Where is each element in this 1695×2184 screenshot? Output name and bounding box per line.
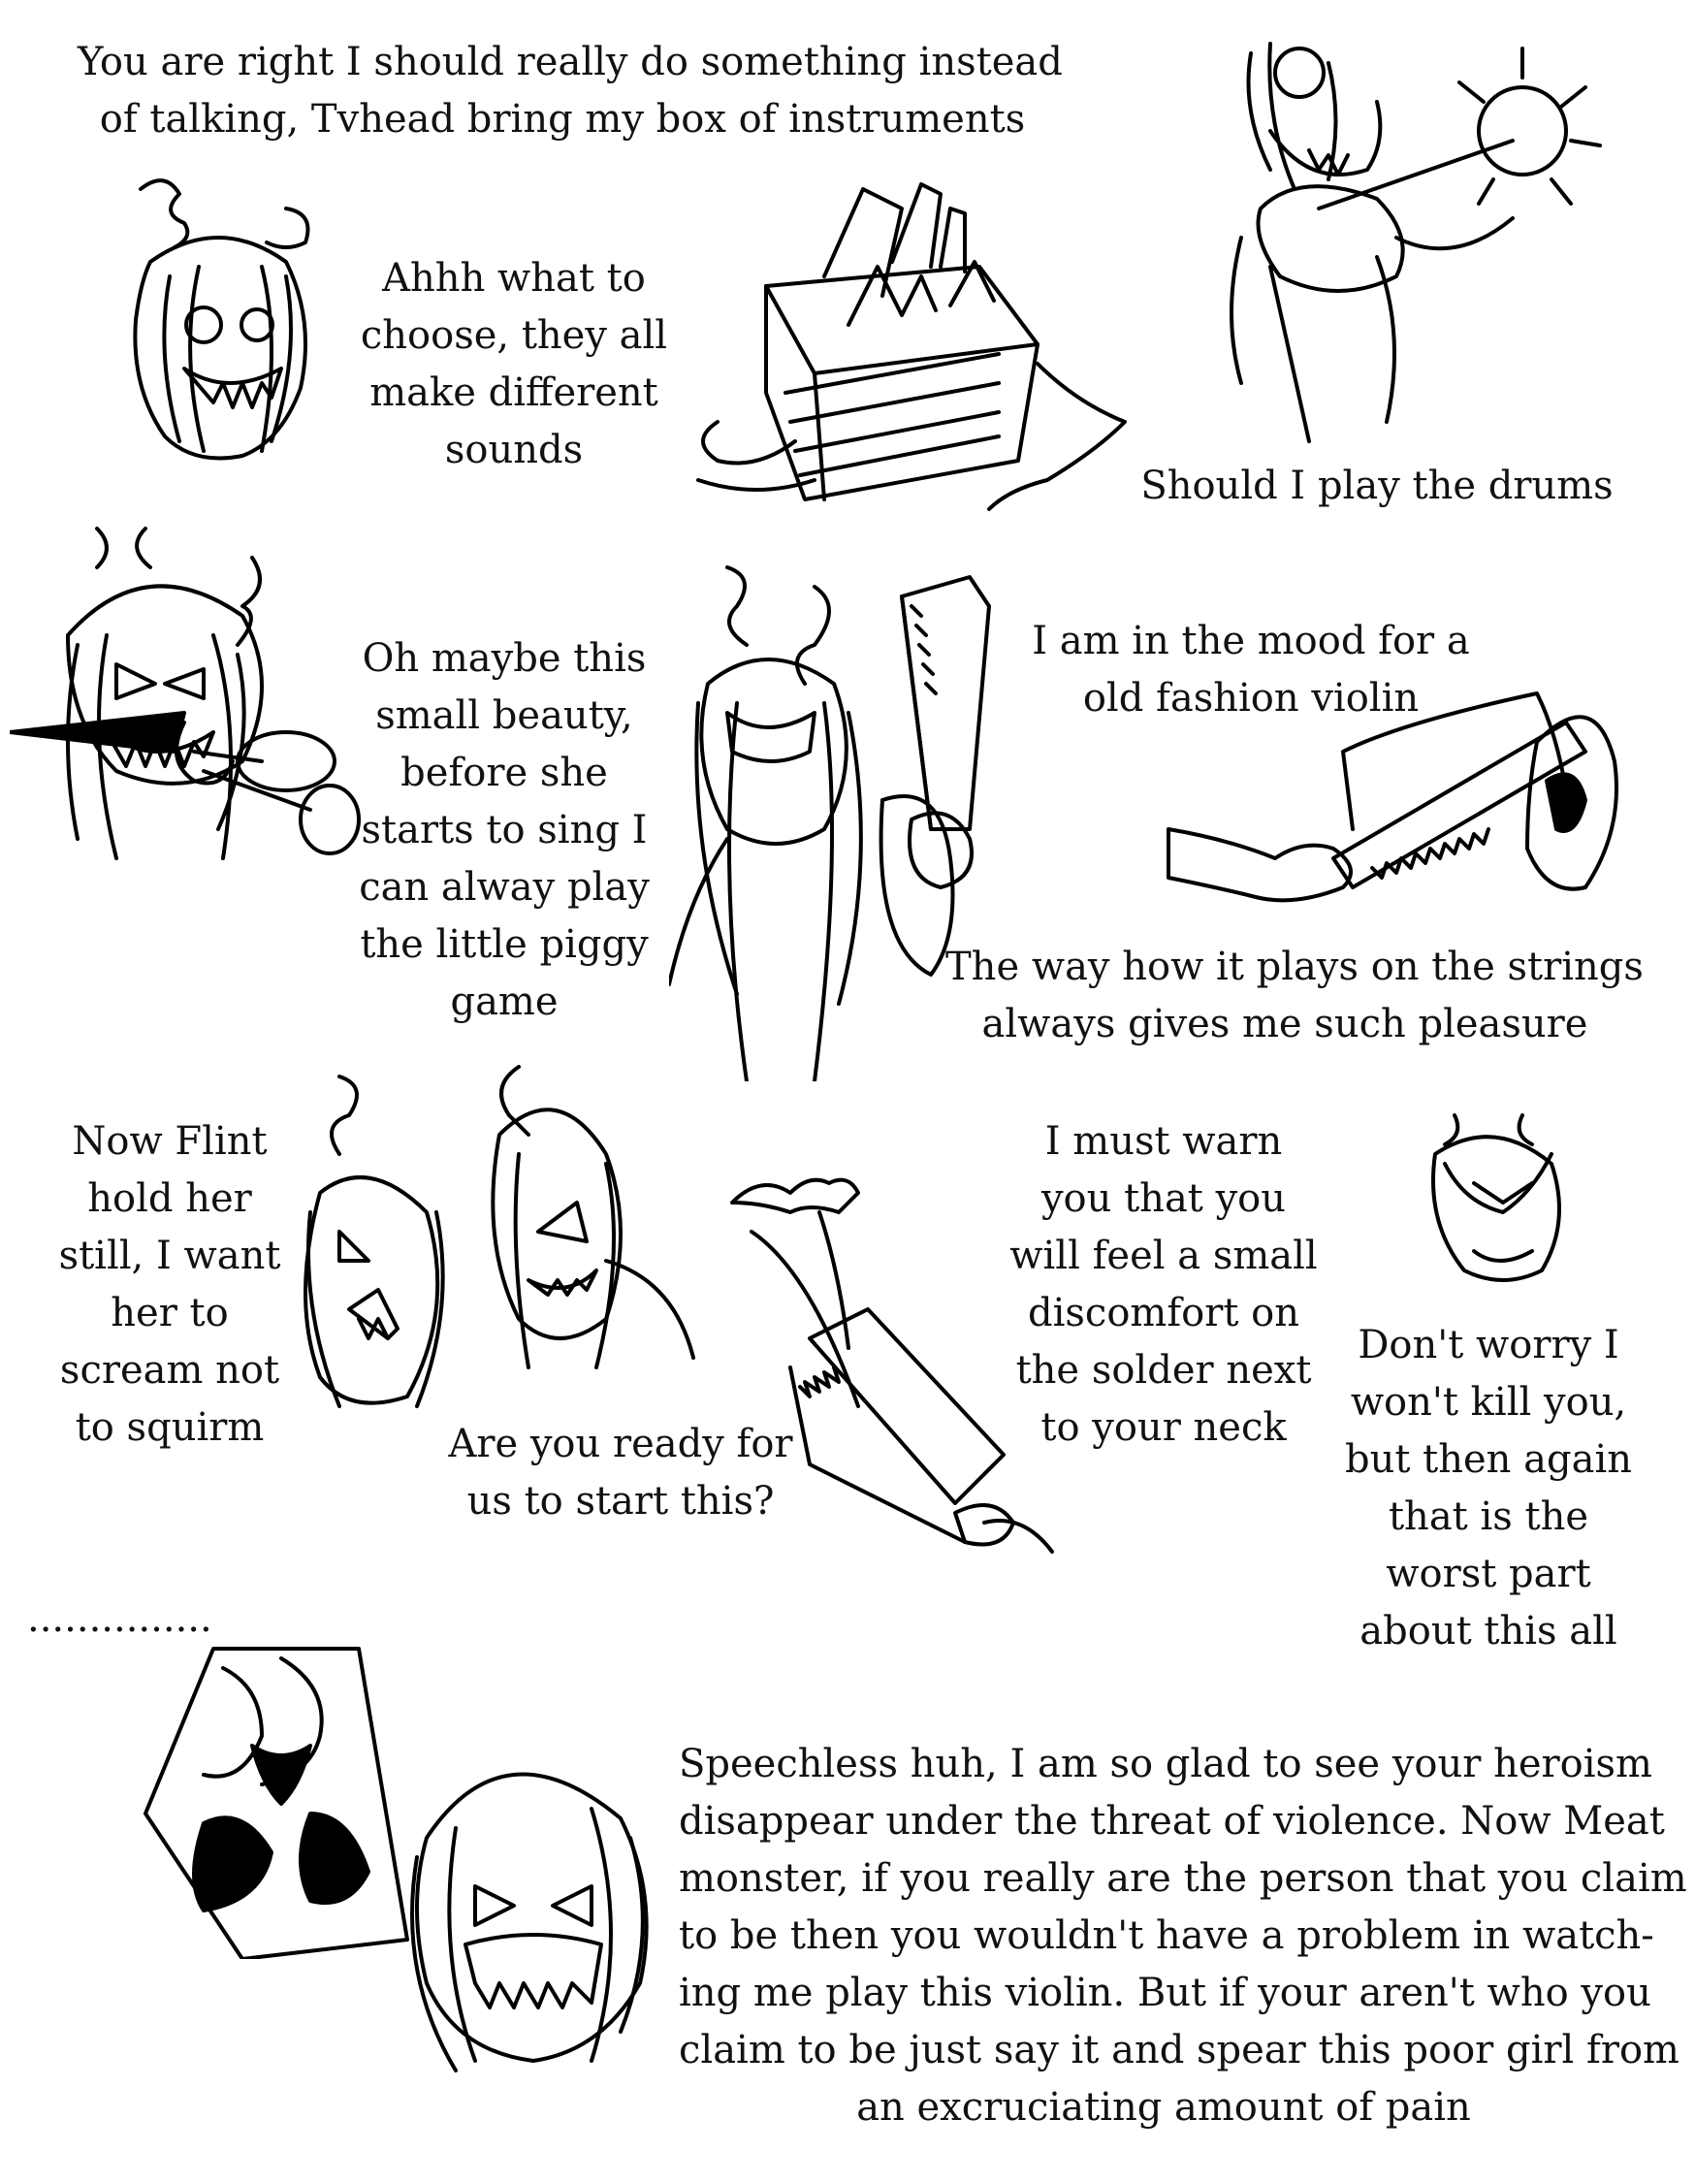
caption-line: before she [400,751,608,795]
caption-line: ing me play this violin. But if your aren't who you [679,1971,1651,2015]
caption-line: the little piggy [360,922,649,967]
character-head-icon [388,1731,679,2090]
caption-line: monster, if you really are the person that you claim [679,1856,1687,1901]
caption-line: but then again [1345,1437,1632,1482]
caption-flint-hold-her [44,1113,296,1457]
caption-line: small beauty, [375,693,633,738]
caption-line: discomfort on [1028,1291,1299,1335]
caption-line: to your neck [1040,1405,1287,1450]
caption-wont-kill-you [1343,1317,1634,1660]
hacksaw-icon [1159,664,1624,946]
caption-line: Now Flint [72,1119,268,1164]
caption-line: you that you [1040,1176,1287,1221]
caption-line: her to [111,1291,229,1335]
caption-line: I am in the mood for a [1032,619,1470,663]
caption-line: Speechless huh, I am so glad to see your heroism [679,1742,1652,1786]
caption-line: can alway play [359,865,650,910]
caption-line: to squirm [75,1405,265,1450]
scissors-icon [10,509,388,878]
caption-drums [1135,458,1619,515]
instrument-box-icon [679,170,1144,529]
caption-line: worst part [1386,1552,1591,1596]
caption-line: starts to sing I [361,808,648,852]
caption-line: will feel a small [1009,1234,1318,1278]
caption-line: disappear under the threat of violence. Now Meat [679,1799,1665,1844]
caption-line: Should I play the drums [1140,464,1614,508]
caption-line: the solder next [1015,1348,1312,1393]
caption-line: ............... [27,1596,212,1641]
caption-line: of talking, Tvhead bring my box of instruments [99,97,1026,142]
caption-line: sounds [444,428,584,472]
caption-line: You are right I should really do something instead [78,40,1063,84]
caption-line: The way how it plays on the strings [945,945,1644,989]
caption-line: that is the [1388,1494,1588,1539]
caption-line: an excruciating amount of pain [856,2085,1471,2130]
caption-strings-pleasure [945,939,1644,1053]
caption-line: make different [369,370,658,415]
caption-line: game [450,980,559,1024]
caption-line: I must warn [1044,1119,1283,1164]
hacksaw-icon [669,548,1018,1081]
caption-line: Don't worry I [1358,1323,1619,1367]
caption-line: to be then you wouldn't have a problem in watch- [679,1913,1654,1958]
caption-line: choose, they all [360,313,668,358]
caption-line: still, I want [58,1234,281,1278]
hacksaw-icon [713,1154,1062,1571]
caption-line: hold her [87,1176,252,1221]
character-head-icon [281,1067,465,1416]
spiked-mace-icon [1202,24,1610,451]
caption-what-to-choose [349,250,679,479]
caption-line: claim to be just say it and spear this poor girl from [679,2028,1679,2072]
caption-speechless [679,1736,1687,2136]
caption-line: Ahhh what to [382,256,646,301]
caption-line: always gives me such pleasure [981,1002,1588,1046]
caption-line: us to start this? [466,1479,775,1524]
caption-line: Are you ready for [448,1422,793,1466]
caption-line: old fashion violin [1082,676,1420,721]
caption-line: scream not [59,1348,280,1393]
character-head-icon [461,1057,703,1397]
caption-instruments [78,34,1063,148]
caption-line: won't kill you, [1350,1380,1627,1425]
character-head-icon [1416,1106,1581,1290]
character-head-icon [136,1629,417,1959]
caption-small-beauty [349,630,659,1031]
caption-line: about this all [1359,1609,1617,1654]
character-head-icon [92,170,349,470]
caption-line: Oh maybe this [362,636,647,681]
